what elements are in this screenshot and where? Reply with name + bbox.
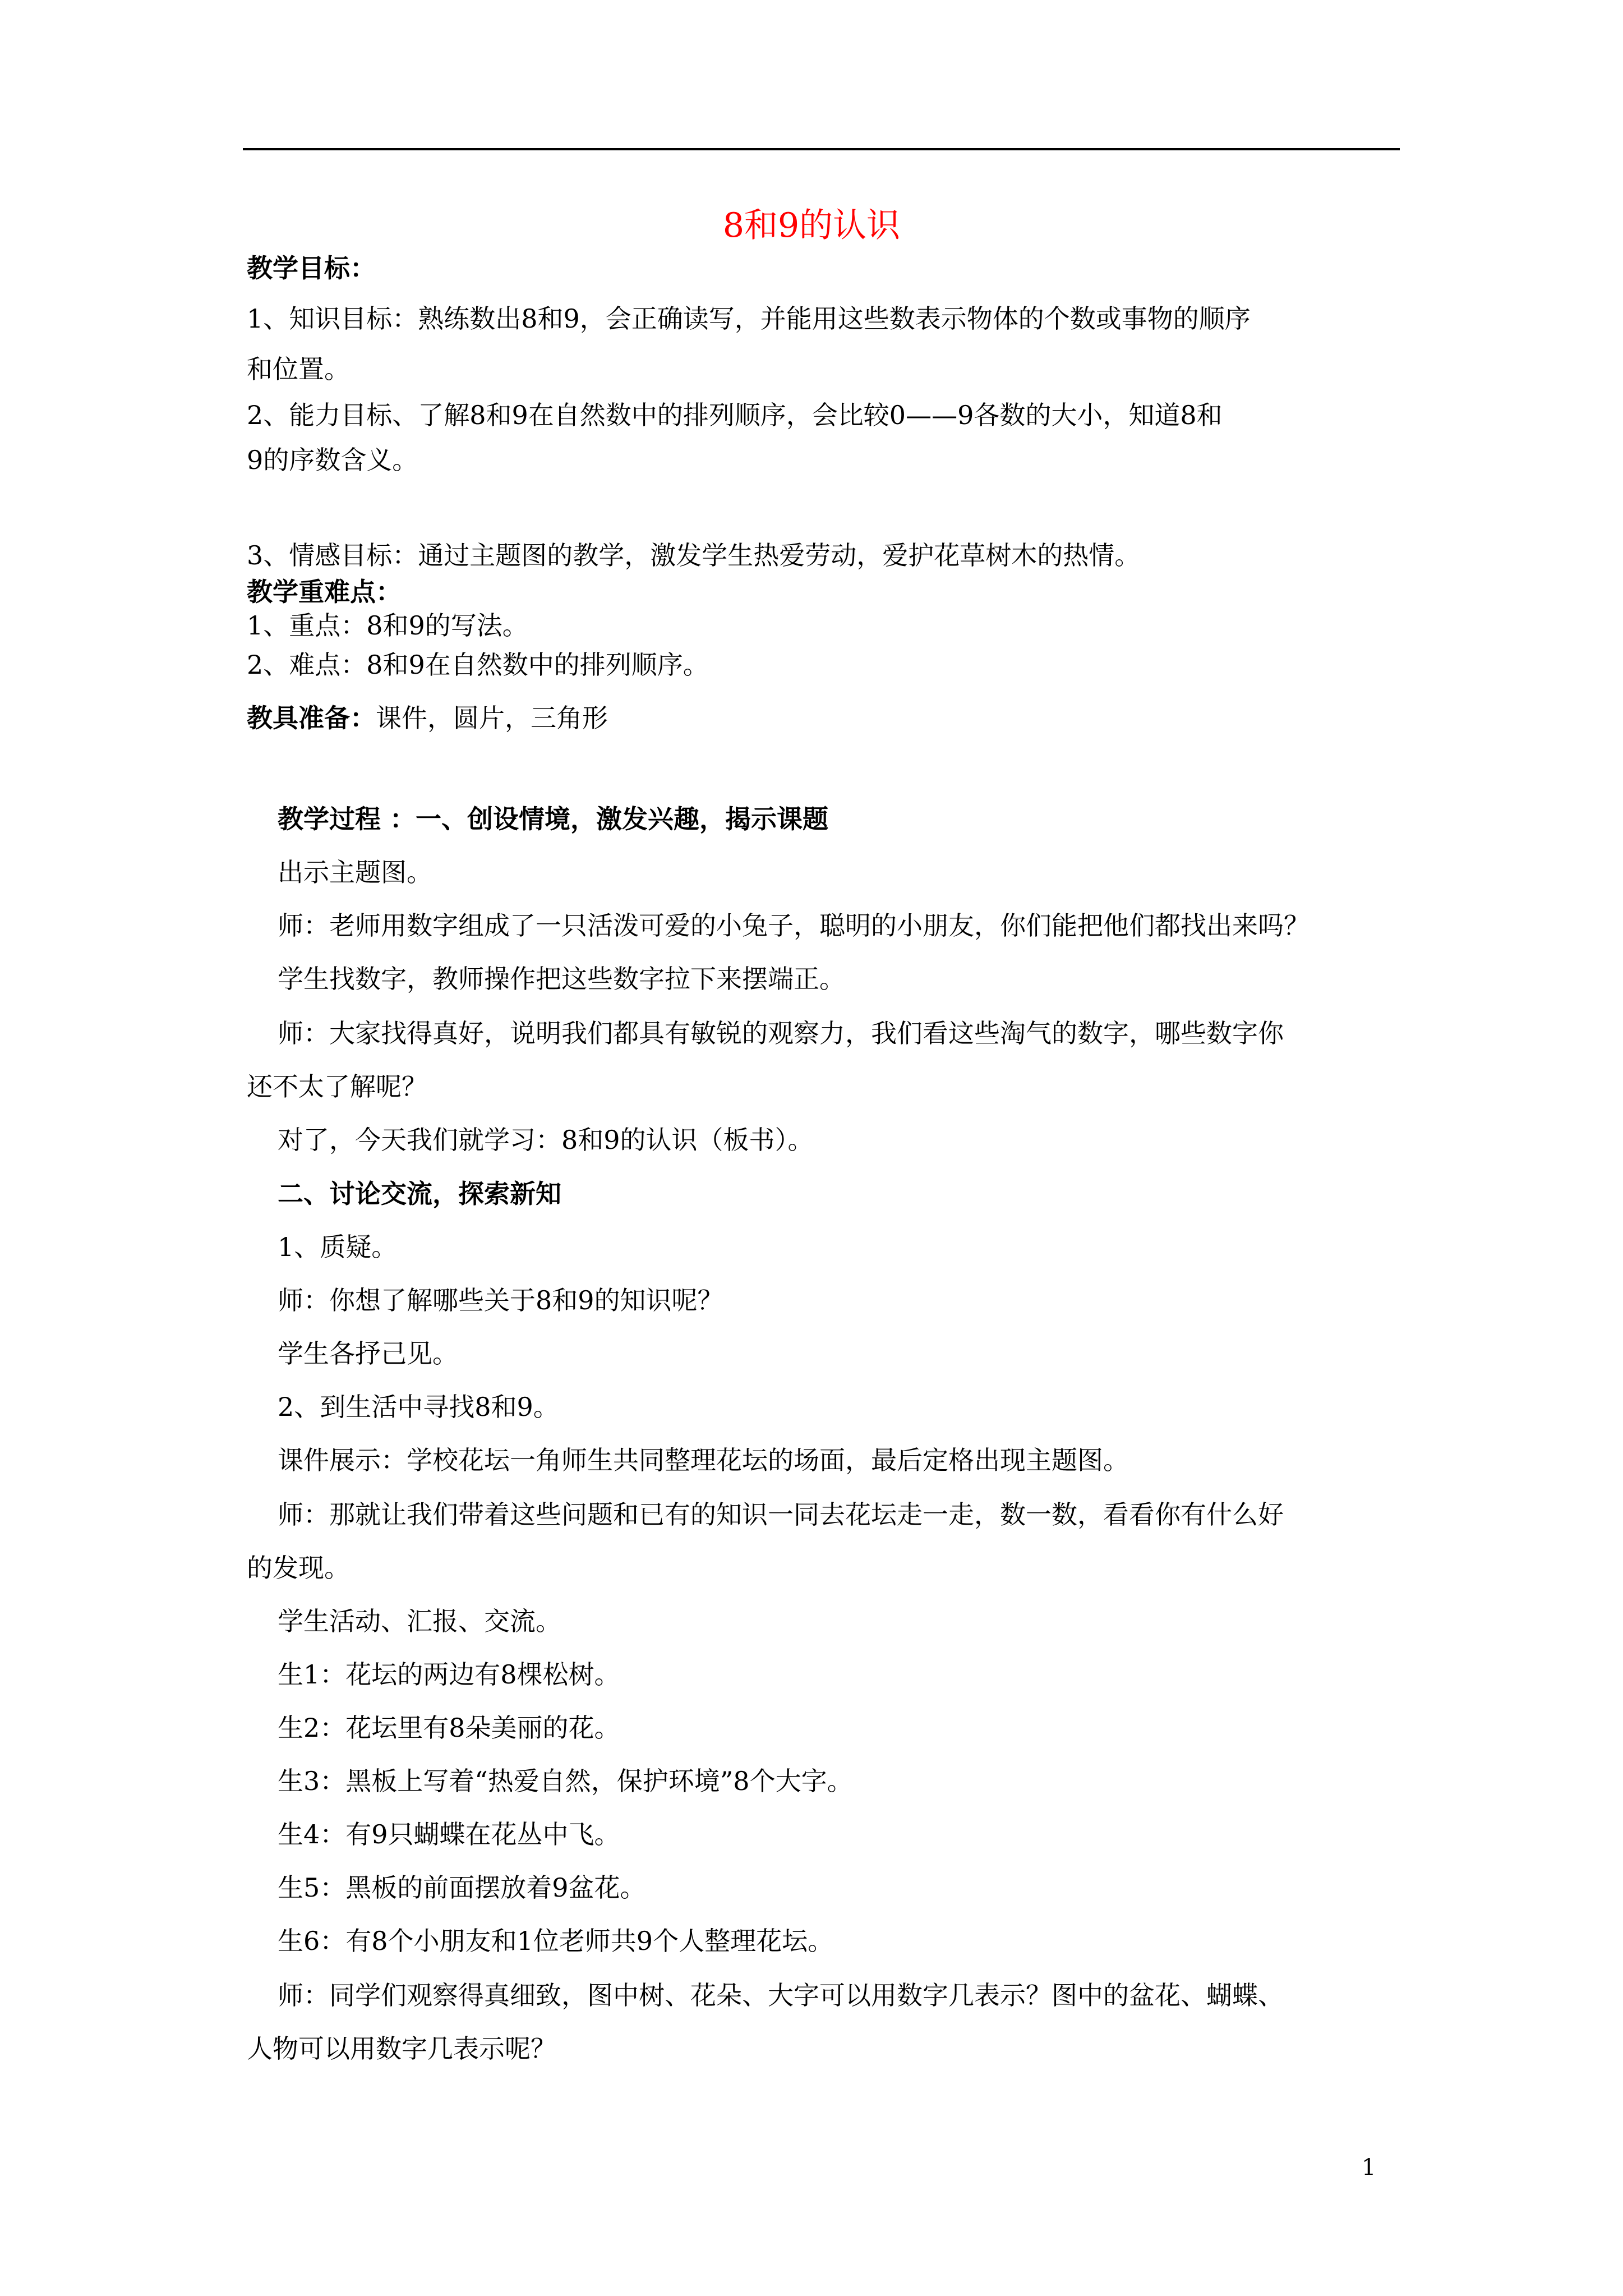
- paragraph-line: 生5：黑板的前面摆放着9盆花。: [278, 1872, 646, 1903]
- heading-teaching-goals: 教学目标：: [247, 253, 376, 283]
- paragraph-line: 1、重点：8和9的写法。: [247, 610, 528, 641]
- paragraph-line: 师：大家找得真好，说明我们都具有敏锐的观察力，我们看这些淘气的数字，哪些数字你: [278, 1018, 1284, 1048]
- paragraph-line: 人物可以用数字几表示呢？: [247, 2033, 556, 2064]
- heading-key-points: 教学重难点：: [247, 577, 402, 607]
- page-number: 1: [1362, 2155, 1376, 2180]
- paragraph-line: 9的序数含义。: [247, 445, 418, 475]
- paragraph-line: 课件展示：学校花坛一角师生共同整理花坛的场面，最后定格出现主题图。: [278, 1445, 1129, 1475]
- paragraph-line: 生4：有9只蝴蝶在花丛中飞。: [278, 1819, 620, 1849]
- document-title: 8和9的认识: [722, 206, 901, 245]
- paragraph-line: 对了，今天我们就学习：8和9的认识（板书）。: [278, 1125, 814, 1155]
- paragraph-line: 生1：花坛的两边有8棵松树。: [278, 1659, 620, 1690]
- paragraph-line: 1、质疑。: [278, 1232, 398, 1262]
- paragraph-line: 师：老师用数字组成了一只活泼可爱的小兔子，聪明的小朋友，你们能把他们都找出来吗？: [278, 910, 1310, 941]
- heading-teaching-process: 教学过程 ：一、创设情境，激发兴趣，揭示课题: [278, 804, 829, 834]
- paragraph-line: 2、到生活中寻找8和9。: [278, 1392, 559, 1422]
- teaching-aids-label: 教具准备：: [247, 703, 376, 733]
- paragraph-line: 师：同学们观察得真细致，图中树、花朵、大字可以用数字几表示？图中的盆花、蝴蝶、: [278, 1980, 1284, 2010]
- paragraph-line: 1、知识目标：熟练数出8和9，会正确读写，并能用这些数表示物体的个数或事物的顺序: [247, 303, 1251, 334]
- paragraph-line: 师：你想了解哪些关于8和9的知识呢？: [278, 1285, 723, 1315]
- paragraph-line: 生2：花坛里有8朵美丽的花。: [278, 1713, 620, 1743]
- paragraph-line: 生3：黑板上写着“热爱自然，保护环境”8个大字。: [278, 1766, 853, 1796]
- paragraph-line: 师：那就让我们带着这些问题和已有的知识一同去花坛走一走，数一数，看看你有什么好: [278, 1499, 1284, 1530]
- paragraph-line: 学生活动、汇报、交流。: [278, 1606, 561, 1636]
- paragraph-line: 的发现。: [247, 1553, 350, 1583]
- paragraph-line: 还不太了解呢？: [247, 1071, 427, 1102]
- heading-discussion: 二、讨论交流，探索新知: [278, 1179, 561, 1209]
- paragraph-line: 出示主题图。: [278, 857, 432, 887]
- paragraph-line: 生6：有8个小朋友和1位老师共9个人整理花坛。: [278, 1926, 834, 1956]
- header-rule: [243, 148, 1400, 150]
- paragraph-line: 2、能力目标、了解8和9在自然数中的排列顺序，会比较0——9各数的大小，知道8和: [247, 400, 1223, 430]
- paragraph-line: 3、情感目标：通过主题图的教学，激发学生热爱劳动，爱护花草树木的热情。: [247, 540, 1141, 570]
- paragraph-line: 学生找数字，教师操作把这些数字拉下来摆端正。: [278, 964, 845, 994]
- teaching-aids-text: 课件，圆片，三角形: [376, 703, 608, 733]
- paragraph-line: 学生各抒己见。: [278, 1338, 458, 1369]
- paragraph-line: 2、难点：8和9在自然数中的排列顺序。: [247, 650, 709, 680]
- teaching-aids-line: [247, 701, 608, 735]
- paragraph-line: 和位置。: [247, 354, 350, 384]
